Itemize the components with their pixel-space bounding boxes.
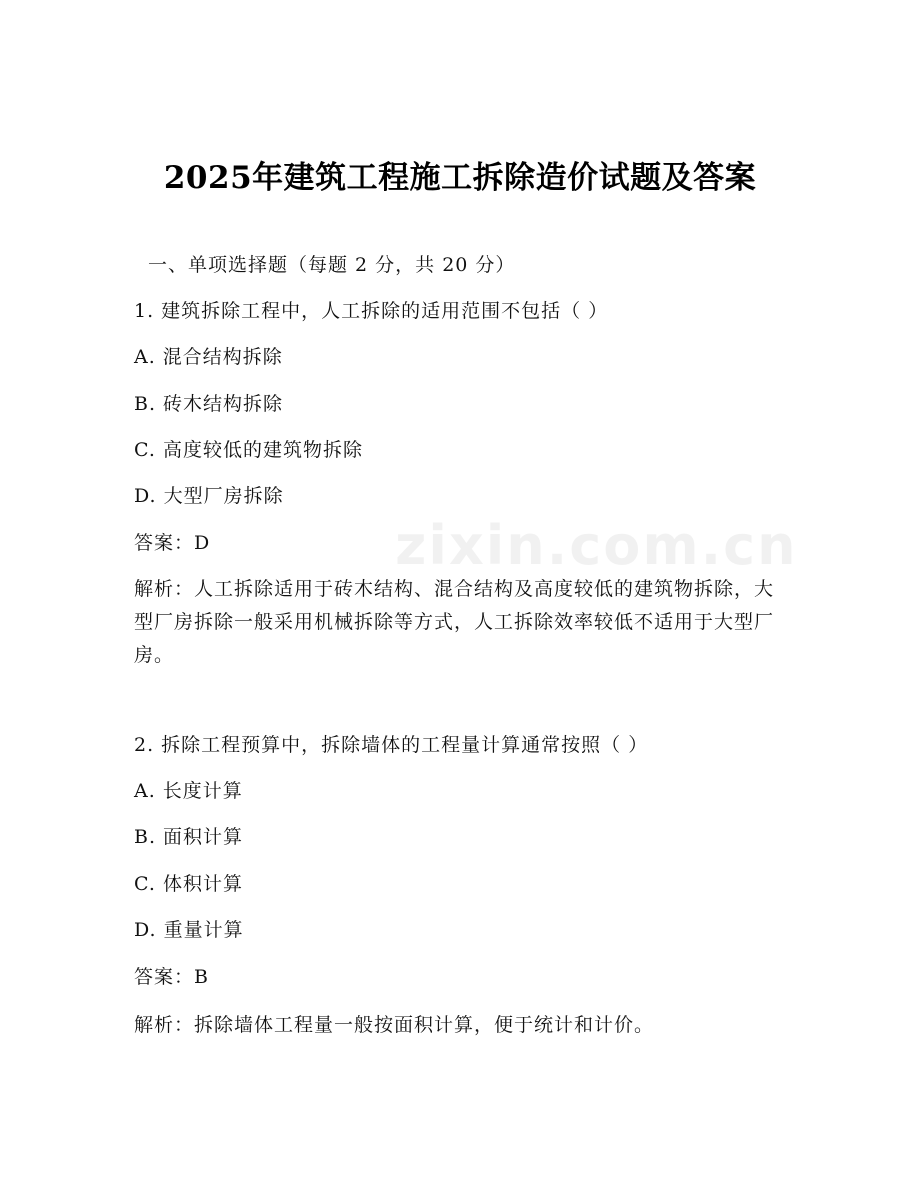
question-2-option-d: D. 重量计算 <box>134 919 244 941</box>
question-2-option-c: C. 体积计算 <box>134 873 243 895</box>
watermark: zixin.com.cn <box>395 514 798 577</box>
question-1-option-d: D. 大型厂房拆除 <box>134 485 284 507</box>
section-heading: 一、单项选择题（每题 2 分，共 20 分） <box>148 254 516 276</box>
question-1-option-b: B. 砖木结构拆除 <box>134 393 284 415</box>
question-1-option-a: A. 混合结构拆除 <box>134 346 283 368</box>
question-2-answer: 答案：B <box>134 966 209 988</box>
question-2-option-a: A. 长度计算 <box>134 780 243 802</box>
question-2-stem: 2. 拆除工程预算中，拆除墙体的工程量计算通常按照（ ） <box>134 734 649 756</box>
question-1-analysis: 解析：人工拆除适用于砖木结构、混合结构及高度较低的建筑物拆除，大型厂房拆除一般采用机械拆除等方式，人工拆除效率较低不适用于大型厂房。 <box>134 578 775 666</box>
question-2-option-b: B. 面积计算 <box>134 826 244 848</box>
question-1-answer: 答案：D <box>134 532 211 554</box>
question-1-stem: 1. 建筑拆除工程中，人工拆除的适用范围不包括（ ） <box>134 300 609 322</box>
document-title: 2025年建筑工程施工拆除造价试题及答案 <box>163 160 757 196</box>
question-2-analysis: 解析：拆除墙体工程量一般按面积计算，便于统计和计价。 <box>134 1014 655 1036</box>
question-1-option-c: C. 高度较低的建筑物拆除 <box>134 439 363 461</box>
